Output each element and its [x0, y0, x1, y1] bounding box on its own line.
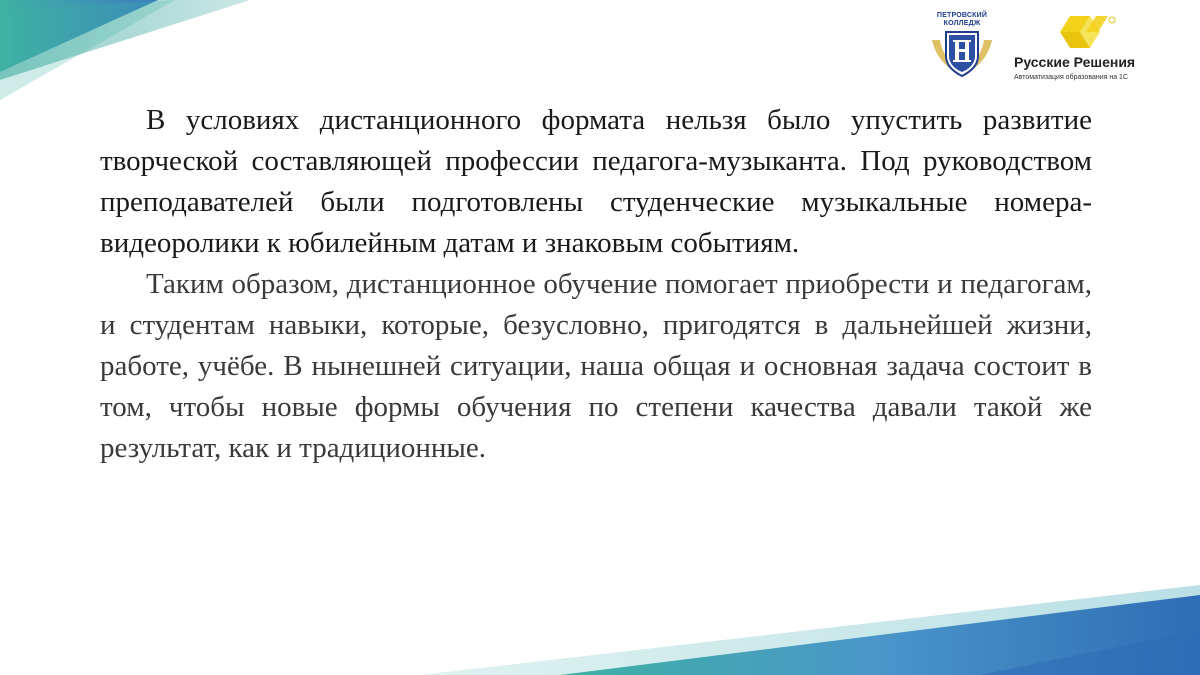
russkie-resheniya-hexagon-icon: [1056, 12, 1120, 54]
partner-tagline: Автоматизация образования на 1С: [1014, 74, 1129, 81]
partner-logo: [1014, 10, 1154, 84]
paragraph-2: Таким образом, дистанционное обучение помогает приобрести и педагогам, и студентам навыки, которые, безусловно, пригодятся в дальнейшей жизни, работе, учёбе. В нынешней ситуации, наша общая и основная задача состоит в том, чтобы новые формы обучения по степени качества давали такой же результат, как и традиционные.: [100, 268, 1092, 464]
partner-name: Русские Решения: [1014, 54, 1136, 70]
college-name: ПЕТРОВСКИЙ КОЛЛЕДЖ: [936, 12, 988, 27]
paragraph-1: В условиях дистанционного формата нельзя было упустить развитие творческой составляющей профессии педагога-музыканта. Под руководством преподавателей были подготовлены студенческие музыкальные номера-видеоролики к юбилейным датам и знаковым событиям.: [100, 104, 1092, 259]
college-logo: [922, 10, 1002, 80]
slide-body-text: [100, 100, 1092, 469]
